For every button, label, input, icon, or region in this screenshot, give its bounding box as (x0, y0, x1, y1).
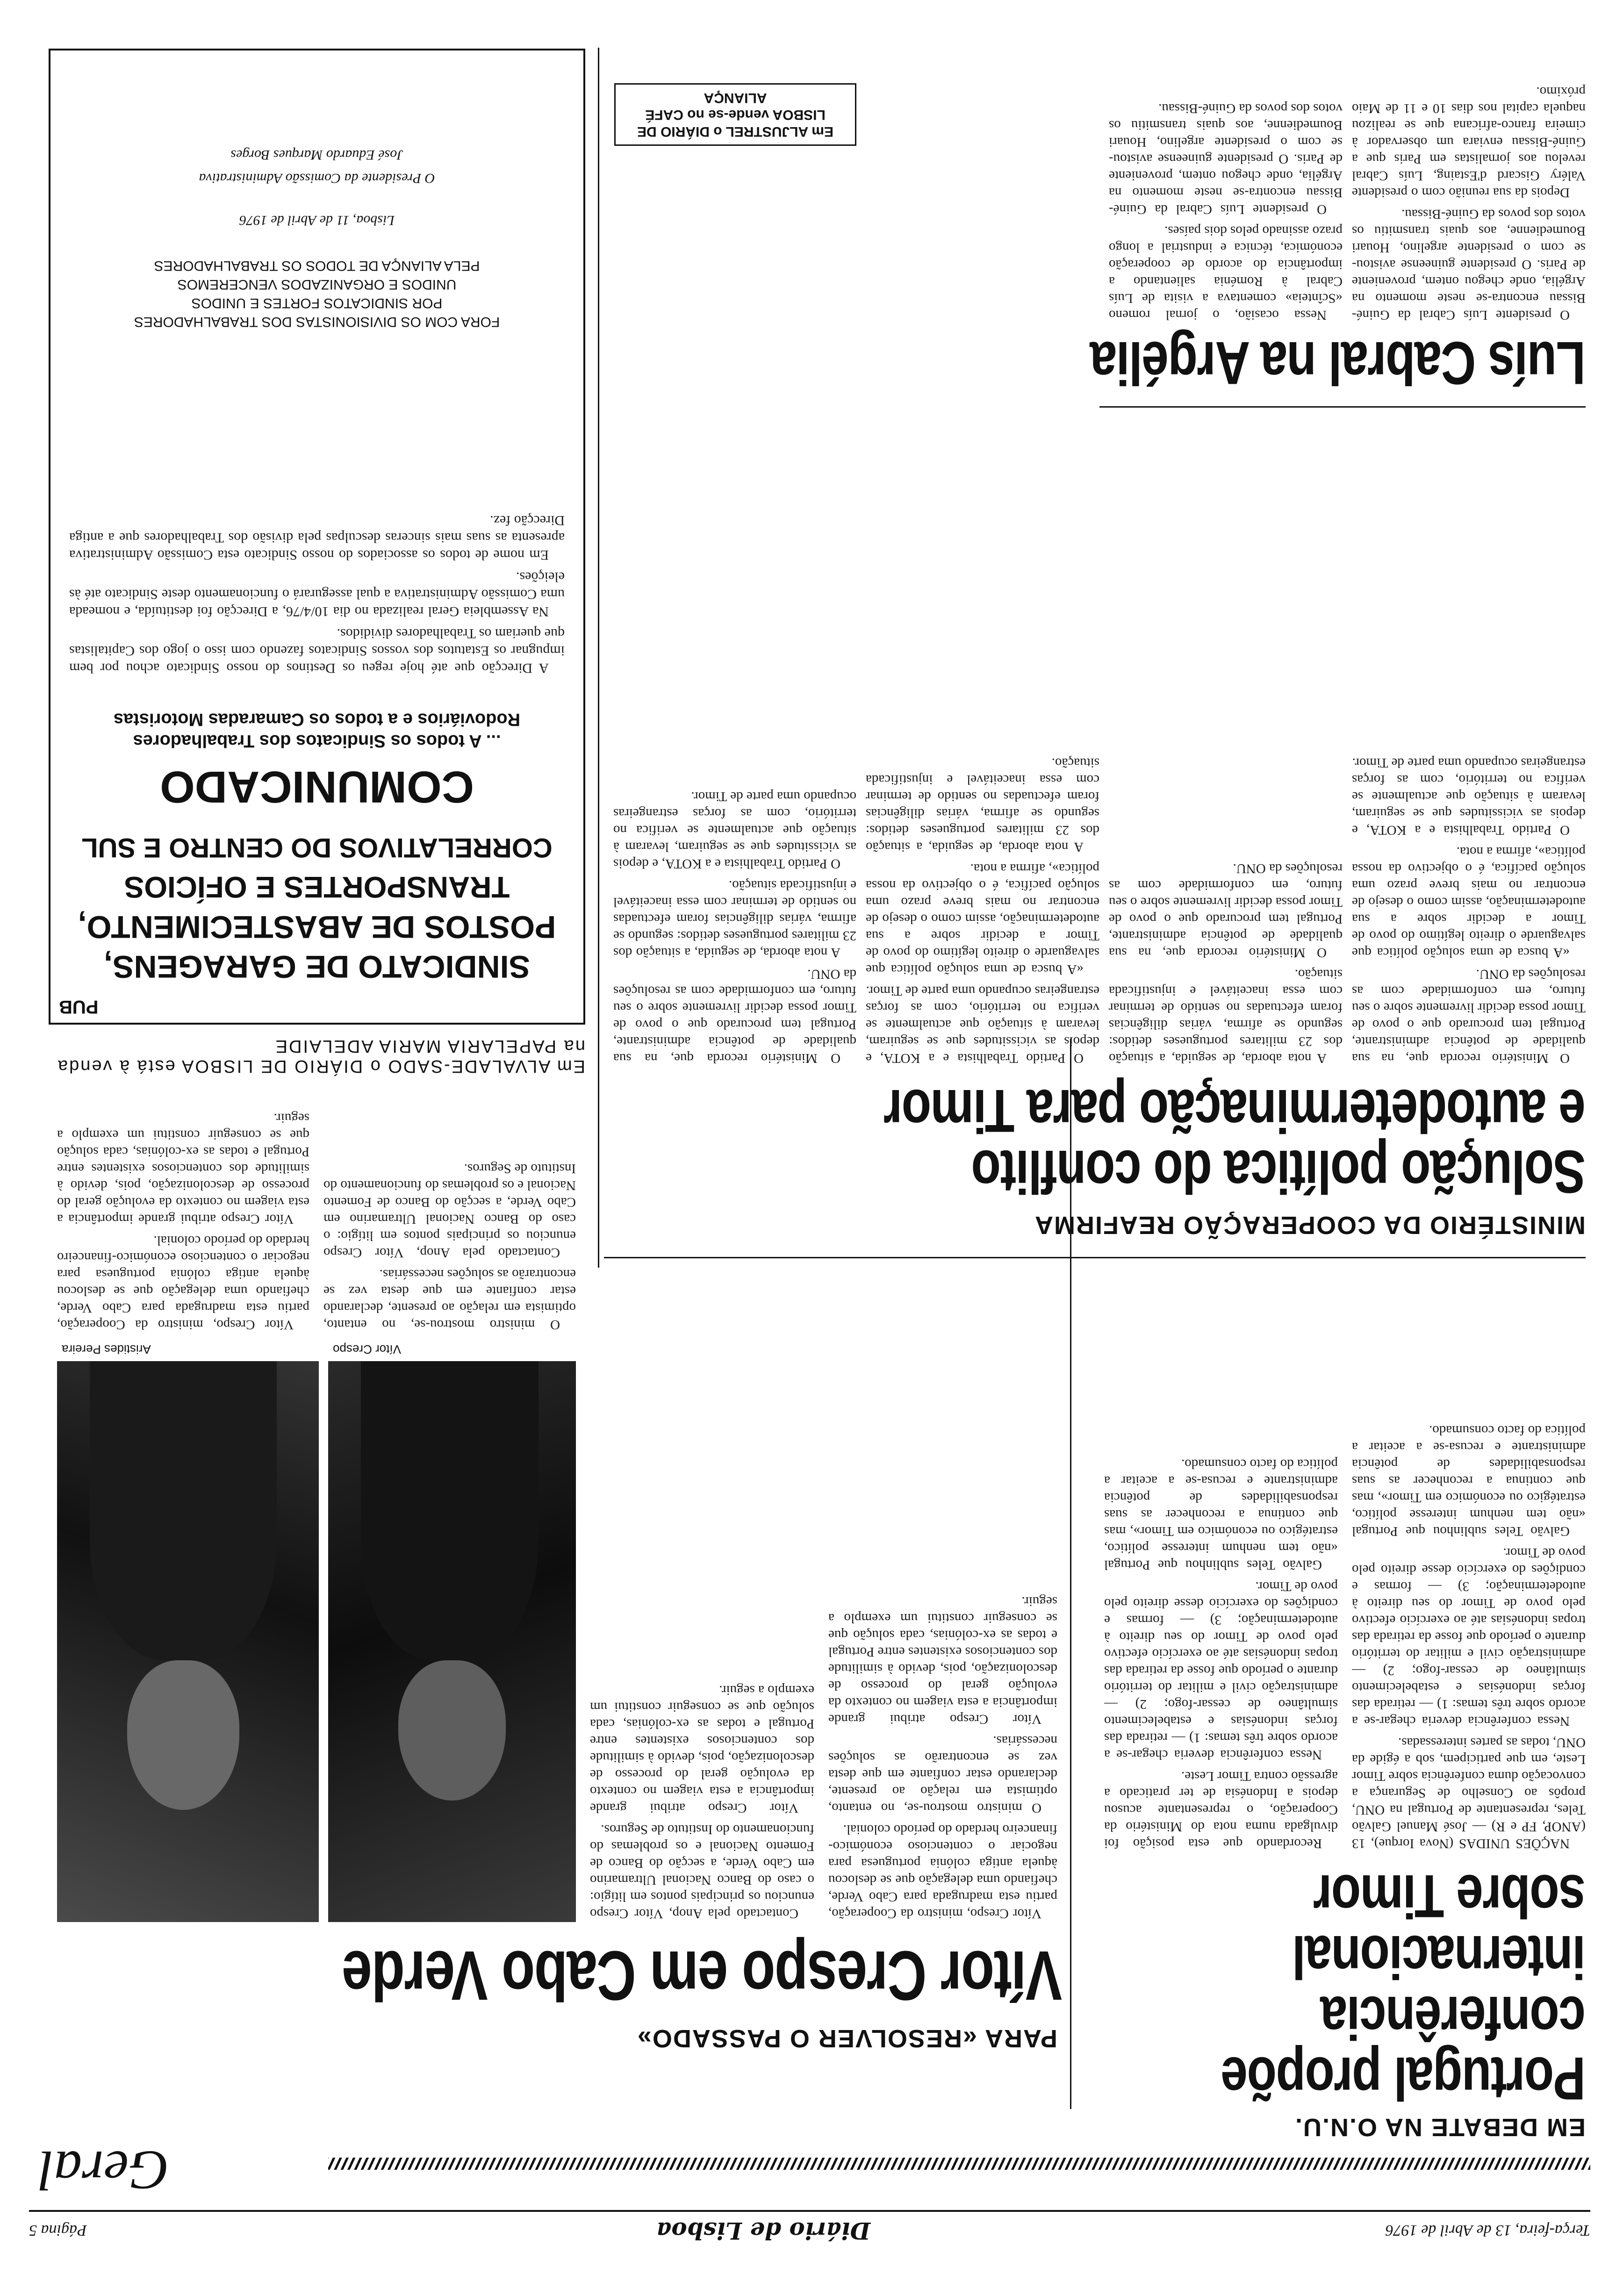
timor-paragraph: O Partido Trabalhista e a KOTA, e depois as vicissitudes que se seguiram, levaram à situação que actualmente se verifica no território, com as forças estrangeiras ocupando uma parte de Timor. (866, 983, 1099, 1066)
timor-headline-2: e autodeterminação para Timor (884, 1077, 1586, 1145)
cabo-verde-paragraph: O ministro mostrou-se, no entanto, optimista em relação ao presente, declarando estar confiante em que desta vez se encontrarão as soluções necessárias. (323, 1267, 576, 1332)
cabo-verde-paragraph: Vítor Crespo atribui grande importância a esta viagem no contexto da evolução geral do processo de descolonização, pois, devido à similitude dos contenciosos existentes entre Portugal e todas as ex-colónias, cada solução que se conseguir constitui um exemplo a seguir. (590, 1683, 814, 1815)
pub-slogan: UNIDOS E ORGANIZADOS VENCEREMOS (177, 277, 457, 292)
timor-paragraph: O Partido Trabalhista e a KOTA, e depois as vicissitudes que se seguiram, levaram à situação que actualmente se verifica no território, com as forças estrangeiras ocupando uma parte de Timor. (1352, 755, 1586, 838)
timor-body-column-2 (1109, 412, 1343, 1067)
onu-headline-1: Portugal propõe (1221, 2045, 1586, 2113)
pub-union-name-3: TRANSPORTES E OFÍCIOS (124, 870, 510, 904)
timor-paragraph: «A busca de uma solução política que salvaguarde o direito legítimo do povo de Timor a decidir sobre a sua autodeterminação, assim como o desejo de encontrar no mais breve prazo uma solução pacífica, é o objectivo da nossa política», afirma a nota. (1352, 844, 1586, 960)
masthead (29, 2210, 1590, 2245)
pub-slogans (79, 256, 555, 331)
onu-paragraph: Recordando que esta posição foi divulgada numa nota do Ministério da Cooperação, o representante acusou depois a Indonésia de ter praticado a agressão contra Timor Leste. (1104, 1769, 1338, 1851)
cabo-verde-paragraph: Contactado pela Anop, Vítor Crespo enunciou os principais pontos em litígio: o caso do Banco Nacional Ultramarino em Cabo Verde, a secção do Banco de Fomento Nacional e os problemas do funcionamento do Instituto de Seguros. (323, 1161, 576, 1260)
onu-headline-3: internacional (1293, 1923, 1586, 1991)
cabo-verde-headline: Vítor Crespo em Cabo Verde (342, 1937, 1062, 2015)
cabo-verde-body-column-2 (590, 1361, 814, 1922)
timor-paragraph: O Ministério recorda que, na sua qualidade de potência administrante, Portugal tem procurado que o povo de Timor possa decidir livremente sobre o seu futuro, em conformidade com as resoluções da ONU. (613, 967, 856, 1066)
pub-slogan: POR SINDICATOS FORTES E UNIDOS (191, 295, 443, 311)
photo-caption-aristides-pereira: Aristides Pereira (62, 1342, 151, 1356)
section-header (29, 2139, 1590, 2203)
cabo-verde-body-column-4 (57, 1034, 309, 1333)
onu-paragraph: Nessa conferência deveria chegar-se a acordo sobre três temas: 1) — retirada das forças indonésias e estabelecimento simultâneo de cessar-fogo; 2) — administração civil e militar do território durante o período que fosse da retirada das tropas indonésias até ao exercício efectivo pelo povo de Timor do seu direito à autodeterminação; 3) — formas e condições do exercício desse direito pelo povo de Timor. (1352, 1545, 1586, 1729)
cabo-verde-paragraph: Vítor Crespo, ministro da Cooperação, partiu esta madrugada para Cabo Verde, chefiando uma delegação que se deslocou àquela antiga colónia portuguesa para negociar o contencioso económico-financeiro herdado do período colonial. (828, 1822, 1057, 1921)
section-label: Geral (38, 2139, 169, 2202)
notice-aljustrel: Em ALJUSTREL o DIÁRIO DE LISBOA vende-se no CAFÉ ALIANÇA (614, 83, 856, 146)
timor-paragraph: O Ministério recorda que, na sua qualidade de potência administrante, Portugal tem procurado que o povo de Timor possa decidir livremente sobre o seu futuro, em conformidade com as resoluções da ONU. (1352, 967, 1586, 1066)
cabo-verde-body-column-1 (828, 1361, 1057, 1922)
cabo-verde-paragraph: O ministro mostrou-se, no entanto, optimista em relação ao presente, declarando estar confiante em que desta vez se encontrarão as soluções necessárias. (828, 1733, 1057, 1815)
timor-paragraph: A nota aborda, de seguida, a situação dos 23 militares portugueses detidos: segundo se afirma, várias diligências foram efectuadas no sentido de terminar com essa inaceitável e injustificada situação. (613, 878, 856, 960)
luis-cabral-body-column-1 (1352, 43, 1586, 323)
timor-headline-1: Solução política do conflito (972, 1138, 1586, 1206)
onu-paragraph: NAÇÕES UNIDAS (Nova Iorque), 13 (ANOP, FP e R) — José Manuel Galvão Teles, representante de Portugal na ONU, propôs ao Conselho de Segurança a convocação duma conferência sobre Timor Leste, em que participem, sob a égide da ONU, todas as partes interessadas. (1352, 1735, 1586, 1851)
onu-headline-4: sobre Timor (1314, 1862, 1586, 1930)
pub-union-name-4: CORRELATIVOS DO CENTRO E SUL (81, 832, 553, 863)
cabo-verde-body-column-3 (323, 1034, 576, 1333)
onu-paragraph: Galvão Teles sublinhou que Portugal «não tem nenhum interesse político, estratégico ou económico em Timor», mas que continua a reconhecer as suas responsabilidades de potência administrante e recusa-se a aceitar a política do facto consumado. (1352, 1423, 1586, 1539)
onu-paragraph: Nessa conferência deveria chegar-se a acordo sobre três temas: 1) — retirada das forças indonésias e estabelecimento simultâneo de cessar-fogo; 2) — administração civil e militar do território durante o período que fosse da retirada das tropas indonésias até ao exercício efectivo pelo povo de Timor do seu direito à autodeterminação; 3) — formas e condições do exercício desse direito pelo povo de Timor. (1104, 1579, 1338, 1762)
photo-vitor-crespo (328, 1361, 576, 1922)
pub-tag: PUB (59, 997, 99, 1017)
page-label: Página 5 (29, 2222, 87, 2239)
pub-paragraph: Em nome de todos os associados do nosso Sindicato esta Comissão Administrativa apresenta as suas mais sinceras desculpas pela divisão dos Trabalhadores que a antiga Direcção fez. (69, 513, 565, 563)
timor-paragraph: O Partido Trabalhista e a KOTA, e depois as vicissitudes que se seguiram, levaram à situação que actualmente se verifica no território, com as forças estrangeiras ocupando uma parte de Timor. (613, 789, 856, 871)
pub-union-name-2: POSTOS DE ABASTECIMENTO, (78, 909, 556, 945)
cabo-verde-kicker: PARA «RESOLVER O PASSADO» (636, 2024, 1057, 2052)
timor-kicker: MINISTÉRIO DA COOPERAÇÃO REAFIRMA (1034, 1211, 1586, 1239)
pub-paragraph: A Direcção que até hoje regeu os Destinos do nosso Sindicato achou por bem impugnar os Estatutos dos vossos Sindicatos fazendo com isso o jogo dos Capitalistas que queriam os Trabalhadores divididos. (69, 626, 565, 676)
timor-body-column-4 (613, 85, 856, 1067)
pub-title: COMUNICADO (160, 762, 474, 812)
pub-paragraph: Na Assembleia Geral realizada no dia 10/4/76, a Direcção foi destituída, e nomeada uma Comissão Administrativa a qual assegurará o funcionamento deste Sindicato até às eleições. (69, 569, 565, 619)
luis-cabral-paragraph: O presidente Luís Cabral da Guiné-Bissau encontra-se neste momento na Argélia, onde chegou ontem, proveniente de Paris. O presidente guineense avistou-se com o presidente argelino, Houari Boumedienne, aos quais transmitiu os votos dos povos da Guiné-Bissau. (1109, 101, 1343, 217)
issue-date: Terça-feira, 13 de Abril de 1976 (1385, 2222, 1590, 2239)
pub-place-date: Lisboa, 11 de Abril de 1976 (239, 213, 395, 228)
pub-body (69, 340, 565, 677)
section-hatch-rule (328, 2158, 1590, 2170)
cabo-verde-paragraph: Vítor Crespo atribui grande importância a esta viagem no contexto da evolução geral do processo de descolonização, pois, devido à similitude dos contenciosos existentes entre Portugal e todas as ex-colónias, cada solução que se conseguir constitui um exemplo a seguir. (57, 1111, 309, 1227)
timor-body-column-3 (866, 85, 1099, 1067)
timor-paragraph: A nota aborda, de seguida, a situação dos 23 militares portugueses detidos: segundo se afirma, várias diligências foram efectuadas no sentido de terminar com essa inaceitável e injustificada situação. (1109, 967, 1343, 1066)
luis-cabral-headline: Luís Cabral na Argélia (1090, 329, 1586, 397)
photo-aristides-pereira (57, 1361, 319, 1922)
onu-paragraph: Galvão Teles sublinhou que Portugal «não tem nenhum interesse político, estratégico ou económico em Timor», mas que continua a reconhecer as suas responsabilidades de potência administrante e recusa-se a aceitar a política do facto consumado. (1104, 1457, 1338, 1572)
pub-slogan: FORA COM OS DIVISIONISTAS DOS TRABALHADORES (134, 314, 500, 330)
timor-paragraph: O Ministério recorda que, na sua qualidade de potência administrante, Portugal tem procurado que o povo de Timor possa decidir livremente sobre o seu futuro, em conformidade com as resoluções da ONU. (1109, 861, 1343, 960)
cabo-verde-paragraph: Contactado pela Anop, Vítor Crespo enunciou os principais pontos em litígio: o caso do Banco Nacional Ultramarino em Cabo Verde, a secção do Banco de Fomento Nacional e os problemas do funcionamento do Instituto de Seguros. (590, 1822, 814, 1921)
pub-slogan: PELA ALIANÇA DE TODOS OS TRABALHADORES (154, 258, 480, 273)
luis-cabral-paragraph: O presidente Luís Cabral da Guiné-Bissau encontra-se neste momento na Argélia, onde chegou ontem, proveniente de Paris. O presidente guineense avistou-se com o presidente argelino, Houari Boumedienne, aos quais transmitiu os votos dos povos da Guiné-Bissau. (1352, 207, 1586, 323)
luis-cabral-paragraph: Nessa ocasião, o jornal romeno «Scînteia» comentava a visita de Luís Cabral à Roménia salientando a importância do acordo de cooperação económica, técnica e industrial a longo prazo assinado pelos dois países. (1109, 223, 1343, 323)
timor-paragraph: A nota aborda, de seguida, a situação dos 23 militares portugueses detidos: segundo se afirma, várias diligências foram efectuadas no sentido de terminar com essa inaceitável e injustificada situação. (866, 755, 1099, 854)
newspaper-name: Diário de Lisboa (656, 2217, 870, 2245)
column-divider (598, 48, 599, 1268)
pub-union-name-1: SINDICATO DE GARAGENS, (104, 949, 530, 984)
advertisement-box (49, 49, 585, 1025)
photo-caption-vitor-crespo: Vítor Crespo (333, 1342, 401, 1356)
article-divider (1099, 406, 1586, 408)
onu-kicker: EM DEBATE NA O.N.U. (1294, 2113, 1586, 2141)
luis-cabral-paragraph: Depois da sua reunião com o presidente Valéry Giscard d'Estaing, Luís Cabral revelou aos jornalistas em Paris que a Guiné-Bissau enviara um observador à cimeira franco-africana que se realizou naquela capital nos dias 10 e 11 de Maio próximo. (1352, 84, 1586, 200)
pub-signature-name: José Eduardo Marques Borges (230, 147, 403, 163)
cabo-verde-paragraph: Vítor Crespo atribui grande importância a esta viagem no contexto da evolução geral do processo de descolonização, pois, devido à similitude dos contenciosos existentes entre Portugal e todas as ex-colónias, cada solução que se conseguir constitui um exemplo a seguir. (828, 1594, 1057, 1727)
notice-alvalade: Em ALVALADE-SADO o DIÁRIO DE LISBOA está à venda na PAPELARIA MARIA ADELAIDE (56, 1036, 585, 1076)
pub-subtitle: ... A todos os Sindicatos dos Trabalhadores Rodoviários e a todos os Camaradas Motoristas (114, 710, 521, 751)
article-divider (604, 1257, 1586, 1258)
cabo-verde-paragraph: Vítor Crespo, ministro da Cooperação, partiu esta madrugada para Cabo Verde, chefiando uma delegação que se deslocou àquela antiga colónia portuguesa para negociar o contencioso económico-financeiro herdado do período colonial. (57, 1233, 309, 1332)
timor-paragraph: «A busca de uma solução política que salvaguarde o direito legítimo do povo de Timor a decidir sobre a sua autodeterminação, assim como o desejo de encontrar no mais breve prazo uma solução pacífica, é o objectivo da nossa política», afirma a nota. (866, 861, 1099, 977)
luis-cabral-body-column-2 (1109, 43, 1343, 323)
onu-headline-2: conferência (1321, 1984, 1586, 2052)
timor-body-column-1 (1352, 412, 1586, 1067)
pub-signature-role: O Presidente da Comissão Administrativa (199, 171, 435, 186)
